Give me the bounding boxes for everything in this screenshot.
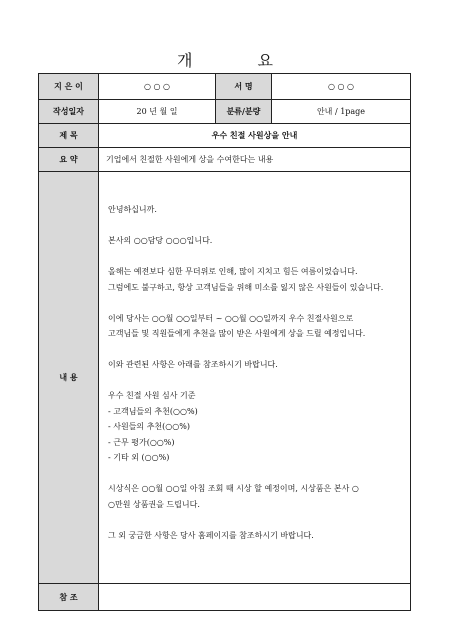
reference-row [39, 584, 411, 611]
paragraph-1-line-1: 올해는 예전보다 심한 무더위로 인해, 많이 지치고 힘든 여름이었습니다. [108, 267, 358, 276]
subject-value: 우수 친절 사원상을 안내 [99, 124, 411, 148]
reference-value [99, 584, 411, 611]
criteria-item: - 사원들의 추천(○○%) [108, 422, 190, 431]
closing-text: 그 외 궁금한 사항은 당사 홈페이지를 참조하시기 바랍니다. [108, 530, 314, 540]
document-title: 개 요 [177, 51, 303, 70]
criteria-item: - 근무 평가(○○%) [108, 437, 175, 447]
criteria-item: - 기타 외 (○○%) [108, 453, 170, 462]
signature-label: 서 명 [216, 74, 272, 100]
content-row [39, 172, 411, 584]
date-value: 20 년 월 일 [99, 100, 216, 124]
intro-text: 본사의 ○○담당 ○○○입니다. [108, 236, 213, 245]
author-label: 지 은 이 [39, 74, 99, 100]
greeting-text: 안녕하십니까. [108, 205, 157, 214]
paragraph-4-line-1: 시상식은 ○○월 ○○일 아침 조회 때 시상 할 예정이며, 시상품은 본사 ○ [108, 484, 359, 493]
summary-row [39, 148, 411, 172]
paragraph-1-line-2: 그럼에도 불구하고, 항상 고객님들을 위해 미소를 잃지 않은 사원들이 있습니다. [108, 282, 384, 292]
category-value: 안내 / 1page [272, 100, 411, 124]
paragraph-2-line-2: 고객님들 및 직원들에게 추천을 많이 받은 사원에게 상을 드릴 예정입니다. [108, 329, 366, 338]
overview-form [38, 73, 411, 611]
summary-label: 요 약 [39, 148, 99, 172]
signature-value: ○ ○ ○ [272, 74, 411, 100]
subject-row [39, 124, 411, 148]
author-value: ○ ○ ○ [99, 74, 216, 100]
category-label: 분류/분량 [216, 100, 272, 124]
author-row [39, 74, 411, 100]
subject-label: 제 목 [39, 124, 99, 148]
criteria-title: 우수 친절 사원 심사 기준 [108, 391, 196, 400]
paragraph-4-line-2: ○만원 상품권을 드립니다. [108, 499, 200, 509]
date-label: 작성일자 [39, 100, 99, 124]
criteria-item: - 고객님들의 추천(○○%) [108, 406, 198, 416]
content-body [99, 172, 411, 584]
reference-label: 참 조 [39, 584, 99, 611]
content-label: 내 용 [39, 172, 99, 584]
paragraph-3: 이와 관련된 사항은 아래를 참조하시기 바랍니다. [108, 360, 278, 369]
paragraph-2-line-1: 이에 당사는 ○○월 ○○일부터 ~ ○○월 ○○일까지 우수 친절사원으로 [108, 313, 354, 323]
summary-value: 기업에서 친절한 사원에게 상을 수여한다는 내용 [99, 148, 411, 172]
date-row [39, 100, 411, 124]
